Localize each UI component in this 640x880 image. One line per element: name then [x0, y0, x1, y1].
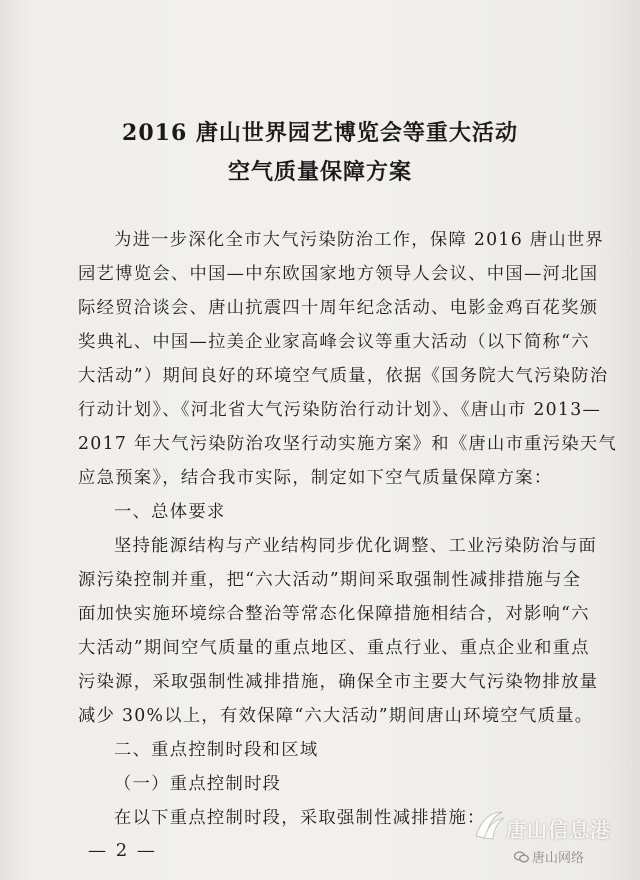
wechat-icon	[514, 851, 529, 863]
paragraph-line: 2017 年大气污染防治攻坚行动实施方案》和《唐山市重污染天气	[78, 434, 618, 454]
subsection-heading: （一）重点控制时段	[114, 774, 282, 794]
document-title-line-1: 2016 唐山世界园艺博览会等重大活动	[122, 120, 518, 146]
paragraph-line: 减少 30%以上，有效保障“六大活动”期间唐山环境空气质量。	[78, 706, 594, 726]
paragraph-line: 园艺博览会、中国—中东欧国家地方领导人会议、中国—河北国	[78, 264, 599, 284]
watermark-account-name: 唐山网络	[532, 851, 585, 866]
section-heading-1: 一、总体要求	[114, 502, 226, 522]
paragraph-line: 源污染控制并重，把“六大活动”期间采取强制性减排措施与全	[78, 570, 582, 590]
paragraph-line: 应急预案》，结合我市实际，制定如下空气质量保障方案：	[78, 468, 553, 488]
section-heading-2: 二、重点控制时段和区域	[114, 740, 319, 760]
paragraph-line: 面加快实施环境综合整治等常态化保障措施相结合，对影响“六	[78, 604, 590, 624]
watermark-account	[514, 847, 584, 866]
paragraph-line: 行动计划》、《河北省大气污染防治行动计划》、《唐山市 2013—	[78, 400, 602, 420]
paragraph-line: 际经贸洽谈会、唐山抗震四十周年纪念活动、电影金鸡百花奖颁	[78, 298, 599, 318]
paragraph-line: 大活动”）期间良好的环境空气质量，依据《国务院大气污染防治	[78, 366, 609, 386]
paragraph-line: 坚持能源结构与产业结构同步优化调整、工业污染防治与面	[114, 536, 598, 556]
paragraph-line: 污染源，采取强制性减排措施，确保全市主要大气污染物排放量	[78, 672, 599, 692]
page-number: — 2 —	[88, 840, 157, 861]
paragraph-line: 为进一步深化全市大气污染防治工作，保障 2016 唐山世界	[114, 230, 605, 250]
paragraph-line: 大活动”期间空气质量的重点地区、重点行业、重点企业和重点	[78, 638, 590, 658]
paragraph-line: 奖典礼、中国—拉美企业家高峰会议等重大活动（以下简称“六	[78, 332, 590, 352]
watermark-logo-text: 唐山信息港	[506, 818, 611, 842]
document-title-line-2: 空气质量保障方案	[227, 159, 412, 185]
paragraph-line: 在以下重点控制时段，采取强制性减排措施：	[114, 808, 486, 828]
